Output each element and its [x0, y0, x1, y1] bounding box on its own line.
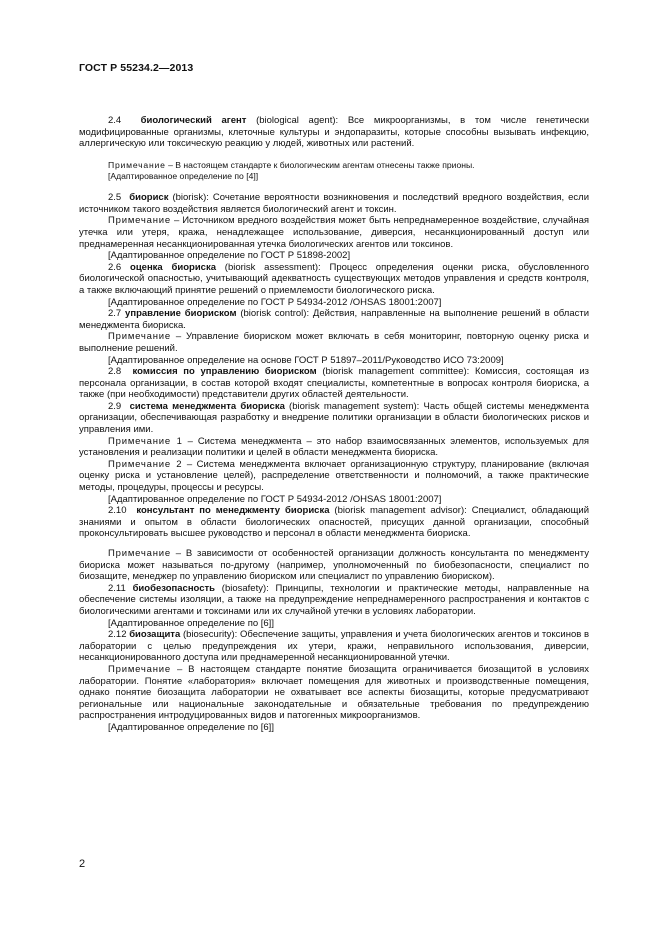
term-title: управление биориском: [125, 308, 237, 320]
page-number: 2: [79, 858, 86, 870]
term-2-6: 2.6 оценка биориска (biorisk assessment): Процесс определения оценки риска, обусловленного биологической опасностью, учитывающий адекватность существующих методов управления и средств контроля, а также включающий принятие решений о приемлемости биологического риска.: [79, 261, 590, 296]
term-2-12: 2.12 биозащита (biosecurity): Обеспечение защиты, управления и учета биологических агентов и токсинов в лаборатории с целью предупреждения их утери, кражи, неправильного использования, диверсии, несанкционированного доступа или преднамеренной несанкционированной утечки.: [79, 629, 590, 664]
term-2-11: 2.11 биобезопасность (biosafety): Принципы, технологии и практические методы, направленные на обеспечение системы изоляции, а также на предупреждение непреднамеренного распространения и контактов с биологическими агентами и токсинами или их случайной утечки в условиях лаборатории.: [79, 582, 590, 617]
note-2-12: Примечание – В настоящем стандарте понятие биозащита ограничивается биозащитой в условиях лаборатории. Понятие «лаборатория» включает помещения для животных и производственные помещения, однако понятие биозащита лаборатории не охватывает все аспекты биозащиты, которые предусматривают региональные или национальные законодательные и обязательные требования по предупреждению распространения интродуцированных видов и патогенных микроорганизмов.: [79, 663, 590, 722]
term-title: биозащита: [129, 629, 181, 641]
term-2-7: 2.7 управление биориском (biorisk control): Действия, направленные на выполнение решений в области менеджмента биориска.: [79, 308, 590, 331]
document-body: [79, 115, 589, 734]
reference-2-4: [Адаптированное определение по [4]]: [108, 170, 259, 181]
note-2-2-9: Примечание 2 – Система менеджмента включает организационную структуру, планирование (включая оценку риска и установление целей), распределение ответственности и полномочий, а также практические методы, процедуры, процессы и ресурсы.: [79, 458, 589, 494]
note-1-2-9: Примечание 1 – Система менеджмента – это набор взаимосвязанных элементов, используемых для установления и реализации политики и целей в области менеджмента биориска.: [79, 435, 590, 459]
note-2-5: Примечание – Источником вредного воздействия может быть непреднамеренное воздействие, случайная утечка или утеря, кража, ненадлежащее использование, диверсия, несанкционированный доступ или преднамеренная несанкционированная утечка биологических агентов или токсинов.: [79, 215, 589, 250]
reference-2-6: [Адаптированное определение по ГОСТ Р 54934-2012 /OHSAS 18001:2007]: [108, 296, 442, 308]
reference-2-5: [Адаптированное определение по ГОСТ Р 51898-2002]: [108, 250, 351, 262]
reference-2-11: [Адаптированное определение по [6]]: [108, 617, 274, 629]
note-2-7: Примечание – Управление биориском может включать в себя мониторинг, повторную оценку риска и выполнение решений.: [79, 331, 589, 354]
term-title: оценка биориска: [130, 261, 216, 273]
term-title: биориск: [129, 192, 169, 204]
note-2-4: Примечание – В настоящем стандарте к биологическим агентам отнесены также прионы.: [108, 159, 475, 170]
note-2-10: Примечание – В зависимости от особенностей организации должность консультанта по менеджменту биориска может называться по-другому (например, уполномоченный по биобезопасности, специалист по биозащите, менеджер по управлению биориском или специалист по управлению биориском).: [79, 548, 589, 583]
term-title: комиссия по управлению биориском: [132, 366, 317, 378]
term-2-9: 2.9 система менеджмента биориска (biorisk management system): Часть общей системы менеджмента организации, обеспечивающая разработку и внедрение политики организации в области биологических рисков и управления ими.: [79, 400, 590, 436]
reference-2-7: [Адаптированное определение на основе ГОСТ Р 51897–2011/Руководство ИСО 73:2009]: [108, 354, 504, 366]
term-2-10: 2.10 консультант по менеджменту биориска (biorisk management advisor): Специалист, обладающий знаниями и опытом в области биологических опасностей, присущих данной организации, способный проконсультировать высшее руководство и персонал в области менеджмента биориска.: [79, 505, 590, 540]
term-title: система менеджмента биориска: [129, 400, 285, 412]
reference-2-9: [Адаптированное определение по ГОСТ Р 54934-2012 /OHSAS 18001:2007]: [108, 493, 442, 505]
term-title: консультант по менеджменту биориска: [136, 505, 330, 517]
term-2-4: 2.4 биологический агент (biological agent): Все микроорганизмы, в том числе генетически модифицированные организмы, клеточные культуры и эндопаразиты, которые способны вызывать инфекцию, аллергическую или токсическую реакцию у людей, животных или растений.: [79, 115, 590, 150]
term-title: биобезопасность: [132, 582, 216, 594]
term-2-5: 2.5 биориск (biorisk): Сочетание вероятности возникновения и последствий вредного воздействия, если источником такого воздействия является биологический агент и токсин.: [79, 192, 590, 215]
term-title: биологический агент: [140, 115, 247, 126]
term-2-8: 2.8 комиссия по управлению биориском (biorisk management committee): Комиссия, состоящая из персонала организации, в состав которой входят специалисты, компетентные в вопросах контроля биориска, а также (при необходимости) представители других областей деятельности.: [79, 366, 589, 401]
standard-header: ГОСТ Р 55234.2—2013: [79, 62, 194, 74]
reference-2-12: [Адаптированное определение по [6]]: [108, 721, 274, 733]
